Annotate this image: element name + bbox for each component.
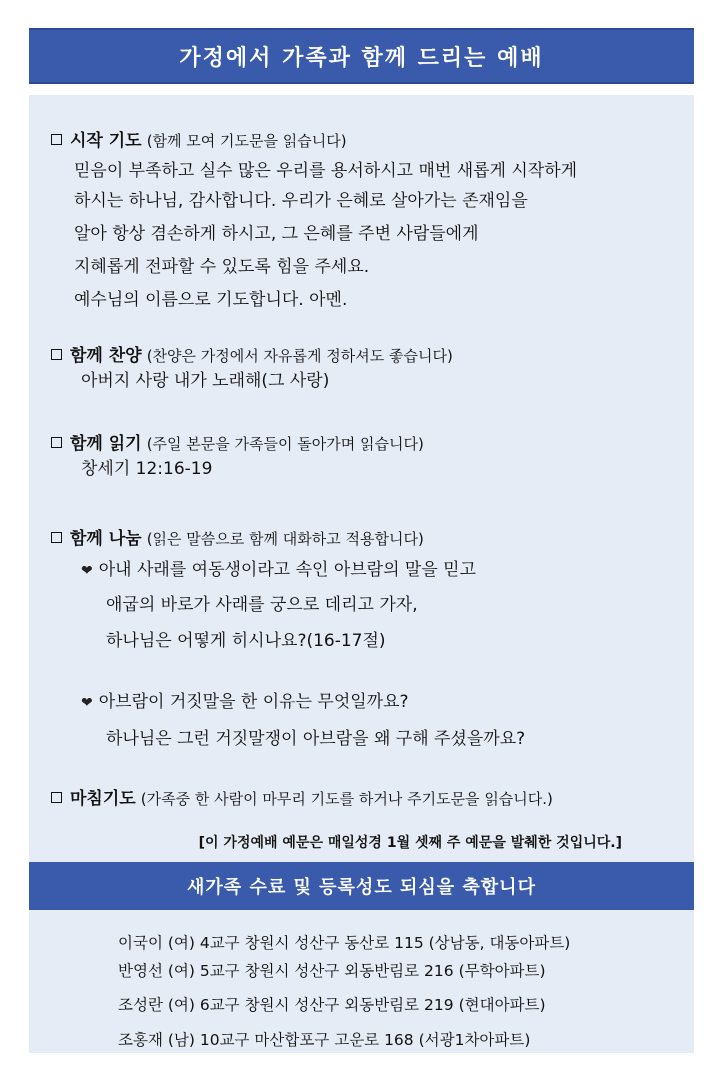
question-line: 아브람이 거짓말을 한 이유는 무엇일까요?	[98, 692, 409, 712]
section-sharing	[51, 524, 424, 549]
new-family-heading-bar	[29, 862, 694, 910]
section-note: (함께 모여 기도문을 읽습니다)	[146, 132, 347, 150]
section-name: 함께 찬양	[70, 346, 142, 366]
section-reading	[51, 429, 424, 454]
new-member-entry: 조성란 (여) 6교구 창원시 성산구 외동반림로 219 (현대아파트)	[118, 996, 546, 1014]
section-note: (주일 본문을 가족들이 돌아가며 읽습니다)	[146, 435, 424, 453]
new-family-heading: 새가족 수료 및 등록성도 되심을 축합니다	[187, 877, 536, 898]
section-closing-prayer	[51, 784, 553, 809]
section-name: 시작 기도	[70, 131, 142, 151]
section-note: (읽은 말씀으로 함께 대화하고 적용합니다)	[146, 530, 424, 548]
checkbox-square-icon	[51, 349, 62, 360]
prayer-line: 알아 항상 겸손하게 하시고, 그 은혜를 주변 사람들에게	[74, 224, 479, 244]
prayer-line: 하시는 하나님, 감사합니다. 우리가 은혜로 살아가는 존재임을	[74, 191, 528, 211]
source-footnote: [이 가정예배 예문은 매일성경 1월 셋째 주 예문을 발췌한 것입니다.]	[198, 835, 622, 851]
section-name: 함께 나눔	[70, 529, 142, 549]
section-name: 마침기도	[70, 789, 136, 809]
heart-icon: ❤	[81, 695, 93, 711]
hymn-title: 아버지 사랑 내가 노래해(그 사랑)	[81, 371, 330, 391]
checkbox-square-icon	[51, 134, 62, 145]
prayer-line: 지혜롭게 전파할 수 있도록 힘을 주세요.	[74, 257, 370, 277]
checkbox-square-icon	[51, 532, 62, 543]
new-member-entry: 이국이 (여) 4교구 창원시 성산구 동산로 115 (상남동, 대동아파트)	[118, 934, 571, 952]
prayer-line: 믿음이 부족하고 실수 많은 우리를 용서하시고 매번 새롭게 시작하게	[74, 161, 578, 181]
section-opening-prayer	[51, 126, 347, 151]
heart-icon: ❤	[81, 563, 93, 579]
section-note: (찬양은 가정에서 자유롭게 정하셔도 좋습니다)	[146, 347, 453, 365]
discussion-question-1	[81, 560, 476, 581]
page-title: 가정에서 가족과 함께 드리는 예배	[179, 45, 544, 71]
new-member-entry: 조홍재 (남) 10교구 마산합포구 고운로 168 (서광1차아파트)	[118, 1031, 531, 1049]
question-line: 하나님은 그런 거짓말쟁이 아브람을 왜 구해 주셨을까요?	[106, 729, 526, 749]
question-line: 애굽의 바로가 사래를 궁으로 데리고 가자,	[106, 595, 418, 615]
section-note: (가족중 한 사람이 마무리 기도를 하거나 주기도문을 읽습니다.)	[140, 790, 553, 808]
checkbox-square-icon	[51, 437, 62, 448]
worship-title-bar	[29, 28, 694, 84]
prayer-line: 예수님의 이름으로 기도합니다. 아멘.	[74, 290, 348, 310]
discussion-question-2	[81, 692, 409, 713]
checkbox-square-icon	[51, 792, 62, 803]
scripture-reference: 창세기 12:16-19	[81, 459, 213, 479]
question-line: 하나님은 어떻게 히시나요?(16-17절)	[106, 631, 386, 651]
question-line: 아내 사래를 여동생이라고 속인 아브람의 말을 믿고	[98, 560, 477, 580]
section-name: 함께 읽기	[70, 434, 142, 454]
section-praise	[51, 341, 453, 366]
new-member-entry: 반영선 (여) 5교구 창원시 성산구 외동반림로 216 (무학아파트)	[118, 962, 546, 980]
